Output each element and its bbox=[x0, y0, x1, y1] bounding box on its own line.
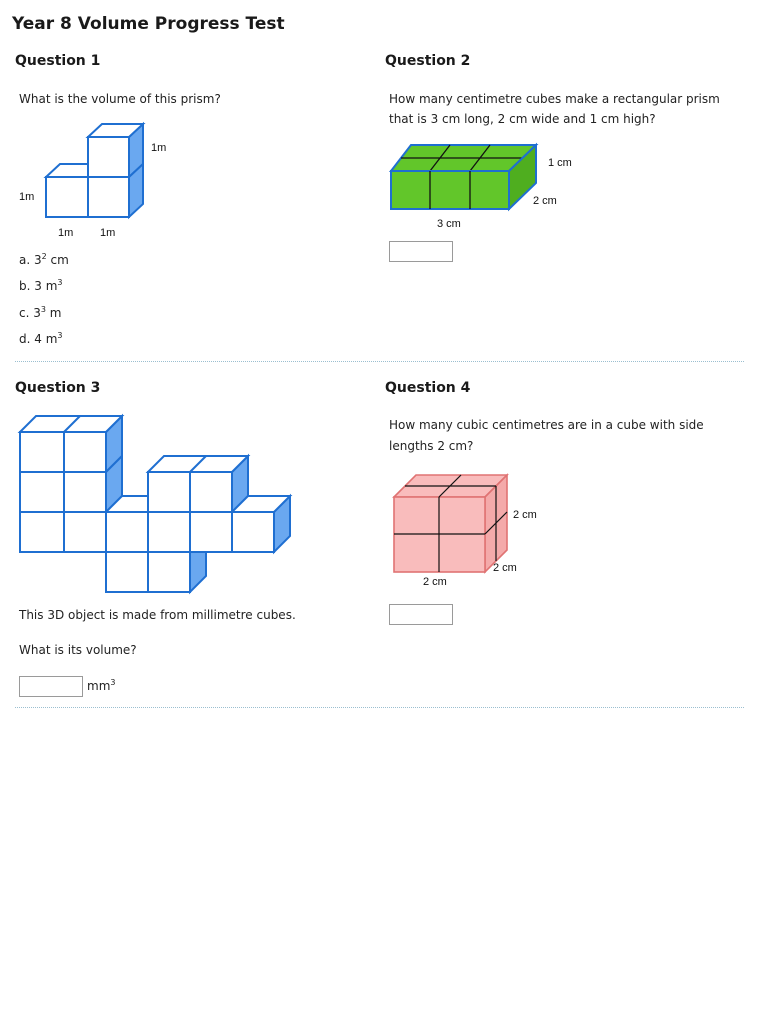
question-1-heading: Question 1 bbox=[15, 53, 101, 69]
q2-label-height: 1 cm bbox=[548, 157, 572, 169]
question-3-prompt: What is its volume? bbox=[19, 643, 137, 657]
q1-label-bottom-left: 1m bbox=[58, 227, 74, 239]
q2-label-length: 3 cm bbox=[437, 218, 461, 230]
question-1-prompt: What is the volume of this prism? bbox=[19, 92, 221, 106]
question-4-prompt-line-2: lengths 2 cm? bbox=[389, 439, 474, 453]
q3-answer-unit: $mm^3$ bbox=[87, 678, 116, 693]
page-title: Year 8 Volume Progress Test bbox=[12, 14, 285, 34]
q4-label-width: 2 cm bbox=[423, 576, 447, 588]
q1-label-left: 1m bbox=[19, 191, 35, 203]
q1-option-a[interactable]: a. $3^2$ cm bbox=[19, 252, 69, 267]
divider-2 bbox=[15, 707, 744, 708]
question-3-heading: Question 3 bbox=[15, 380, 101, 396]
q1-option-d[interactable]: d. 4 $m^3$ bbox=[19, 331, 63, 346]
q4-answer-input[interactable] bbox=[389, 604, 453, 625]
question-2-heading: Question 2 bbox=[385, 53, 471, 69]
question-2-prompt-line-1: How many centimetre cubes make a rectangular prism bbox=[389, 92, 720, 106]
question-3-statement: This 3D object is made from millimetre cubes. bbox=[19, 608, 296, 622]
q1-label-bottom-right: 1m bbox=[100, 227, 116, 239]
question-4-prompt-line-1: How many cubic centimetres are in a cube with side bbox=[389, 418, 704, 432]
q4-label-depth: 2 cm bbox=[493, 562, 517, 574]
question-2-prompt-line-2: that is 3 cm long, 2 cm wide and 1 cm high? bbox=[389, 112, 656, 126]
q1-option-c[interactable]: c. $3^3$ m bbox=[19, 305, 62, 320]
q1-option-b[interactable]: b. 3 $m^3$ bbox=[19, 278, 63, 293]
q1-label-height: 1m bbox=[151, 142, 167, 154]
question-4-heading: Question 4 bbox=[385, 380, 471, 396]
q4-label-height: 2 cm bbox=[513, 509, 537, 521]
q2-label-depth: 2 cm bbox=[533, 195, 557, 207]
